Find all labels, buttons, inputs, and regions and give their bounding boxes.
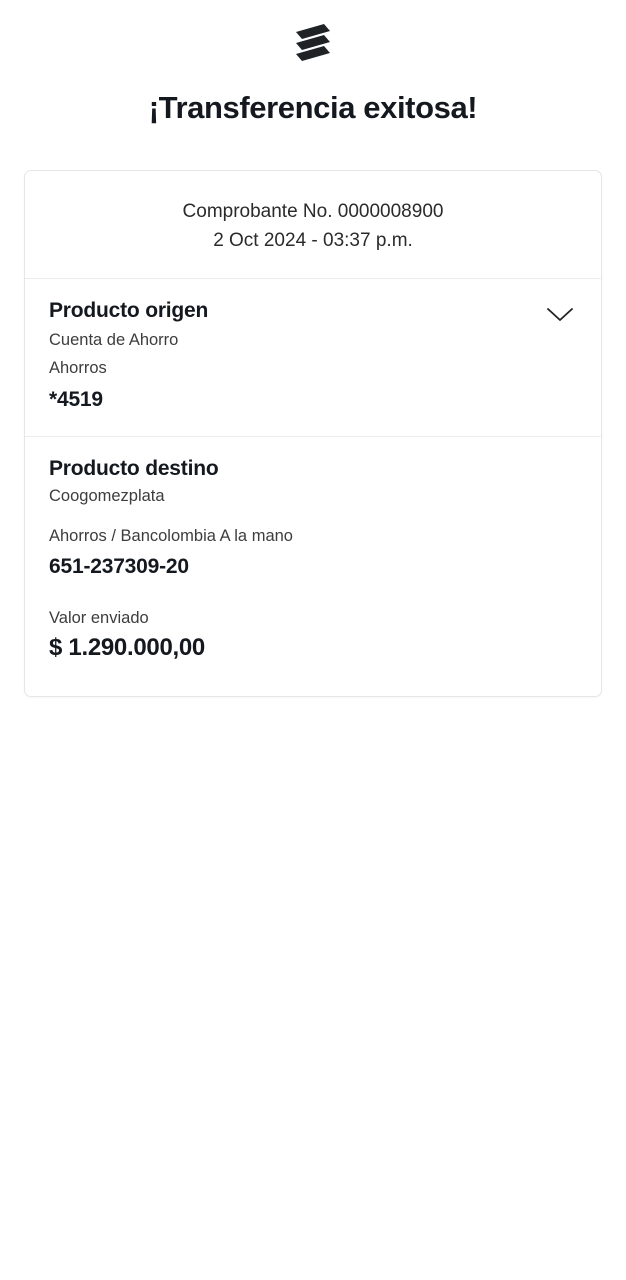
destination-account-number: 651-237309-20 <box>49 555 189 579</box>
origin-product-section <box>25 279 601 437</box>
destination-product-section <box>25 437 601 697</box>
bancolombia-logo-icon <box>290 22 336 64</box>
origin-product-type: Cuenta de Ahorro <box>49 330 179 349</box>
origin-product-name: Ahorros <box>49 359 107 378</box>
destination-entity: Coogomezplata <box>49 486 165 505</box>
receipt-datetime: 2 Oct 2024 - 03:37 p.m. <box>213 230 413 252</box>
receipt-number: Comprobante No. 0000008900 <box>182 201 444 222</box>
chevron-down-icon[interactable] <box>543 303 577 325</box>
receipt-card <box>24 170 602 697</box>
destination-section-title: Producto destino <box>49 456 219 480</box>
page-title: ¡Transferencia exitosa! <box>148 90 478 125</box>
receipt-header <box>25 171 601 279</box>
amount-value: $ 1.290.000,00 <box>49 634 205 662</box>
origin-section-title: Producto origen <box>49 298 209 322</box>
brand-logo-container <box>0 0 626 64</box>
amount-label: Valor enviado <box>49 609 149 628</box>
origin-header-row <box>49 299 577 325</box>
destination-product: Ahorros / Bancolombia A la mano <box>49 527 293 546</box>
origin-account-number: *4519 <box>49 387 103 411</box>
